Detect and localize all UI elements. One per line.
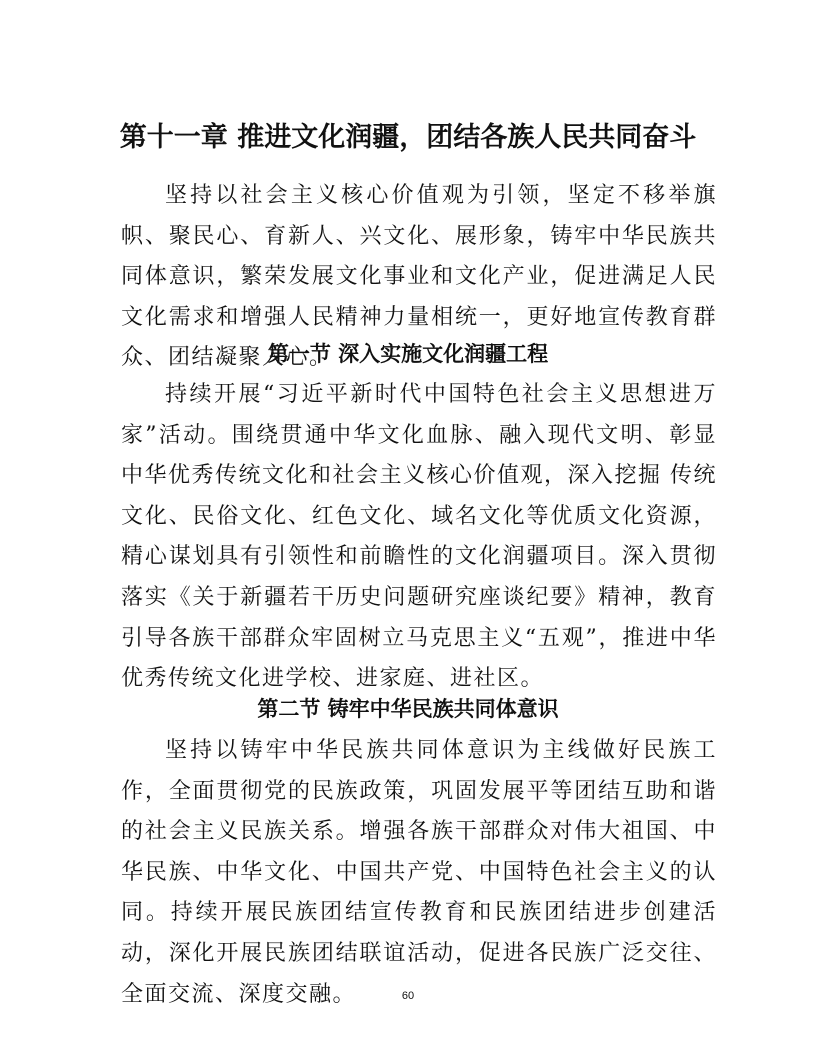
section-1-title: 第一节 深入实施文化润疆工程 xyxy=(267,342,549,366)
section-2-title: 第二节 铸牢中华民族共同体意识 xyxy=(257,697,559,721)
chapter-title: 第十一章 推进文化润疆，团结各族人民共同奋斗 xyxy=(119,122,697,153)
section-2-paragraph: 坚持以铸牢中华民族共同体意识为主线做好民族工作，全面贯彻党的民族政策，巩固发展平等团结互助和谐的社会主义民族关系。增强各族干部群众对伟大祖国、中华民族、中华文化、中国共产党、中国特色社会主义的认同。持续开展民族团结宣传教育和民族团结进步创建活动，深化开展民族团结联谊活动，促进各民族广泛交往、全面交流、深度交融。 xyxy=(121,738,717,1007)
section-1-paragraph: 持续开展“习近平新时代中国特色社会主义思想进万家”活动。围绕贯通中华文化血脉、融入现代文明、彰显中华优秀传统文化和社会主义核心价值观，深入挖掘 传统文化、民俗文化、红色文化、域名文化等优质文化资源，精心谋划具有引领性和前瞻性的文化润疆项目。深入贯彻落实《关于新疆若干历史问题研究座谈纪要》精神，教育引导各族干部群众牢固树立马克思主义“五观”，推进中华优秀传统文化进学校、进家庭、进社区。 xyxy=(121,382,717,692)
chapter-intro-paragraph: 坚持以社会主义核心价值观为引领，坚定不移举旗帜、聚民心、育新人、兴文化、展形象，铸牢中华民族共同体意识，繁荣发展文化事业和文化产业，促进满足人民文化需求和增强人民精神力量相统一，更好地宣传教育群众、团结凝聚人心。 xyxy=(121,183,717,371)
page-number: 60 xyxy=(401,990,415,1002)
